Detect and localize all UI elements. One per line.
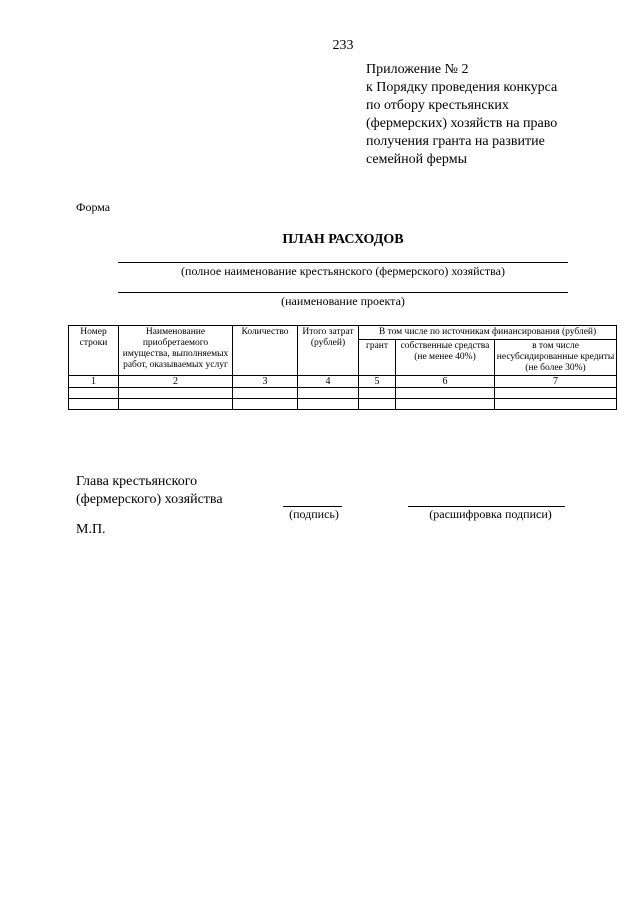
page-number: 233 [332,38,354,53]
header-funding-sources: В том числе по источникам финансирования (рублей) [359,326,617,340]
header-grant: грант [359,340,396,376]
table-cell [119,399,233,410]
document-title: ПЛАН РАСХОДОВ [282,232,404,247]
table-cell [359,399,396,410]
header-credits: в том числе несубсидированные кредиты (не более 30%) [495,340,617,376]
appendix-line: к Порядку проведения конкурса [366,80,558,95]
table-cell [298,388,359,399]
header-total-cost: Итого затрат (рублей) [298,326,359,376]
table-row [69,399,617,410]
project-name-caption: (наименование проекта) [281,294,405,308]
header-row-number: Номер строки [69,326,119,376]
signature-decode-caption: (расшифровка подписи) [429,507,552,521]
column-number: 5 [359,376,396,388]
table-row [69,388,617,399]
table-cell [359,388,396,399]
table-cell [495,388,617,399]
head-of-farm-label [76,473,223,509]
table-header-row [69,326,617,340]
farm-name-line [118,262,568,263]
column-number: 6 [396,376,495,388]
signature-caption: (подпись) [289,507,339,521]
appendix-line: (фермерских) хозяйств на право [366,116,558,131]
table-cell [298,399,359,410]
appendix-line: по отбору крестьянских [366,98,509,113]
column-number: 4 [298,376,359,388]
table-cell [119,388,233,399]
head-label-line: Глава крестьянского [76,474,198,489]
header-quantity: Количество [233,326,298,376]
form-label: Форма [76,200,111,214]
project-name-line [118,292,568,293]
table-cell [495,399,617,410]
farm-name-caption: (полное наименование крестьянского (фермерского) хозяйства) [181,264,505,278]
column-number: 1 [69,376,119,388]
head-label-line: (фермерского) хозяйства [76,492,223,507]
table-cell [233,388,298,399]
table-cell [396,388,495,399]
header-own-funds: собственные средства (не менее 40%) [396,340,495,376]
table-cell [396,399,495,410]
appendix-line: получения гранта на развитие [366,134,545,149]
column-number-row [69,376,617,388]
appendix-note [366,61,606,169]
column-number: 3 [233,376,298,388]
header-item-name: Наименование приобретаемого имущества, выполняемых работ, оказываемых услуг [119,326,233,376]
table-cell [69,399,119,410]
appendix-line: семейной фермы [366,152,467,167]
appendix-line: Приложение № 2 [366,62,469,77]
table-cell [69,388,119,399]
column-number: 7 [495,376,617,388]
expense-table [68,325,617,410]
column-number: 2 [119,376,233,388]
stamp-place-label: М.П. [76,522,106,537]
table-cell [233,399,298,410]
